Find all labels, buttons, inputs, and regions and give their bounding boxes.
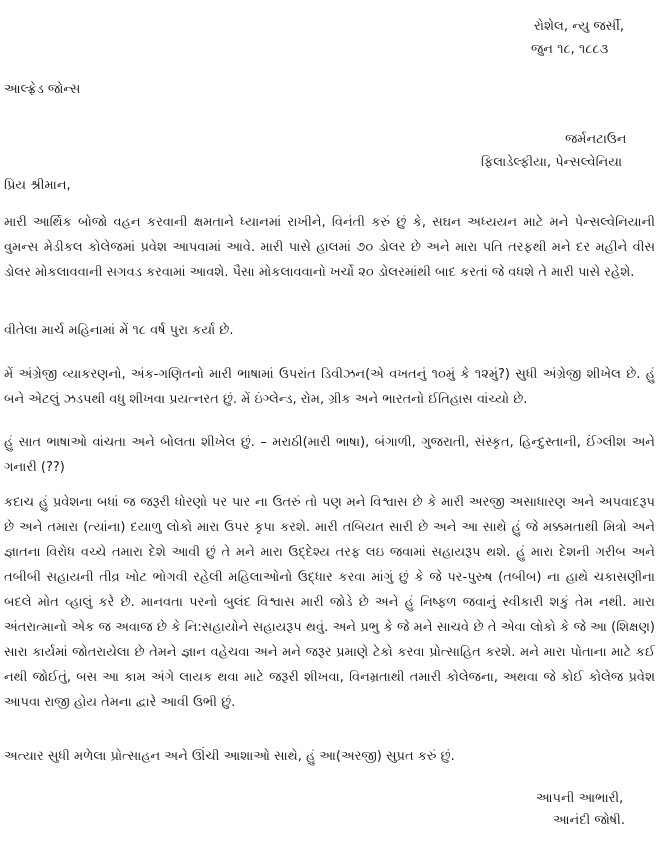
closing-regards: આપની આભારી, [536, 791, 624, 806]
letter-date: જુન ૧૮, ૧૮૮૩ [531, 42, 609, 57]
sender-place: રોશેલ, ન્યુ જર્સી, [534, 19, 625, 34]
recipient-name: આલ્ફ્રેડ જોન્સ [4, 82, 81, 97]
salutation: પ્રિય શ્રીમાન, [4, 178, 71, 193]
paragraph-6: અત્યાર સુધી મળેલા પ્રોત્સાહન અને ઊંચી આશાઓ સાથે, હું આ(અરજી) સુપ્રત કરું છું. [4, 749, 455, 764]
paragraph-5: કદાચ હું પ્રવેશના બધાં જ જરૂરી ધોરણો પર પાર ના ઉતરું તો પણ મને વિશ્વાસ છે કે મારી અરજી અસાધારણ અને અપવાદરૂપ છે અને તમારા (ત્યાંના) દયાળુ લોકો મારા ઉપર કૃપા કરશે. મારી તબિયત સારી છે અને આ સાથે હું જે મક્કમતાથી મિત્રો અને જ્ઞાતના વિરોધ વચ્ચે તમારા દેશે આવી છું તે મને મારા ઉદ્દેશ્ય તરફ લઇ જવામાં સહાયરૂપ થશે. હું મારા દેશની ગરીબ અને તબીબી સહાયની તીવ્ર ખોટ ભોગવી રહેલી મહિલાઓનો ઉદ્ધાર કરવા માંગું છું કે જે પર-પુરુષ (તબીબ) ના હાથે ચકાસણીના બદલે મોત વ્હાલું કરે છે. માનવતા પરનો બુલંદ વિશ્વાસ મારી જોડે છે અને હું નિષ્ફળ જવાનું સ્વીકારી શકું તેમ નથી. મારા અંતરાત્માનો એક જ અવાજ છે કે નિ:સહાયોને સહાયરૂપ થવું. અને પ્રભુ કે જે મને સાચવે છે તે એવા લોકો કે જે આ (શિક્ષણ) સારા કાર્યમાં જોતરાયેલા છે તેમને જ્ઞાન વહેચવા અને મને જરૂર પ્રમાણે ટેકો કરવા પ્રોત્સાહિત કરશે. મને મારા પોતાના માટે કઈ નથી જોઈતું, બસ આ કામ અંગે લાયક થવા માટે જરૂરી શીખવા, વિનમ્રતાથી તમારી કોલેજના, અથવા જે કોઈ કોલેજ પ્રવેશ આપવા રાજી હોય તેમના દ્વારે આવી ઉભી છું. [4, 495, 655, 710]
paragraph-4: હું સાત ભાષાઓ વાંચતા અને બોલતા શીખેલ છું. – મરાઠી(મારી ભાષા), બંગાળી, ગુજરાતી, સંસ્કૃત, હિન્દુસ્તાની, ઈંગ્લીશ અને ગનારી (??) [4, 435, 655, 475]
recipient-town: જર્મનટાઉન [565, 132, 627, 147]
paragraph-2: વીતેલા માર્ચ મહિનામાં મેં ૧૮ વર્ષ પુરા કર્યા છે. [4, 323, 234, 338]
paragraph-1: મારી આર્થિક બોજો વહન કરવાની ક્ષમતાને ધ્યાનમાં રાખીને, વિનંતી કરું છું કે, સઘન અધ્યયન માટે મને પેન્સલ્વેનિયાની વુમન્સ મેડીકલ કોલેજમાં પ્રવેશ આપવામાં આવે. મારી પાસે હાલમાં ૭૦ ડોલર છે અને મારા પતિ તરફથી મને દર મહીને વીસ ડોલર મોકલાવવાની સગવડ કરવામાં આવશે. પૈસા મોકલાવવાનો ખર્ચો ૨૦ ડોલરમાંથી બાદ કરતાં જે વધશે તે મારી પાસે રહેશે. [4, 215, 655, 280]
recipient-city: ફિલાડેલ્ફીયા, પેન્સલ્વેનિયા [481, 155, 623, 170]
paragraph-3: મેં અંગ્રેજી વ્યાકરણનો, અંક-ગણિતનો મારી ભાષામાં ઉપરાંત ડિવીઝન(એ વખતનું ૧૦મું કે ૧૨મું?) સુધી અંગ્રેજી શીખેલ છે. હું બને એટલું ઝડપથી વધુ શીખવા પ્રયત્નરત છું. મેં ઇંગ્લેન્ડ, રોમ, ગ્રીક અને ભારતનો ઈતિહાસ વાંચ્યો છે. [4, 367, 655, 407]
signature: આનંદી જોષી. [553, 813, 626, 828]
